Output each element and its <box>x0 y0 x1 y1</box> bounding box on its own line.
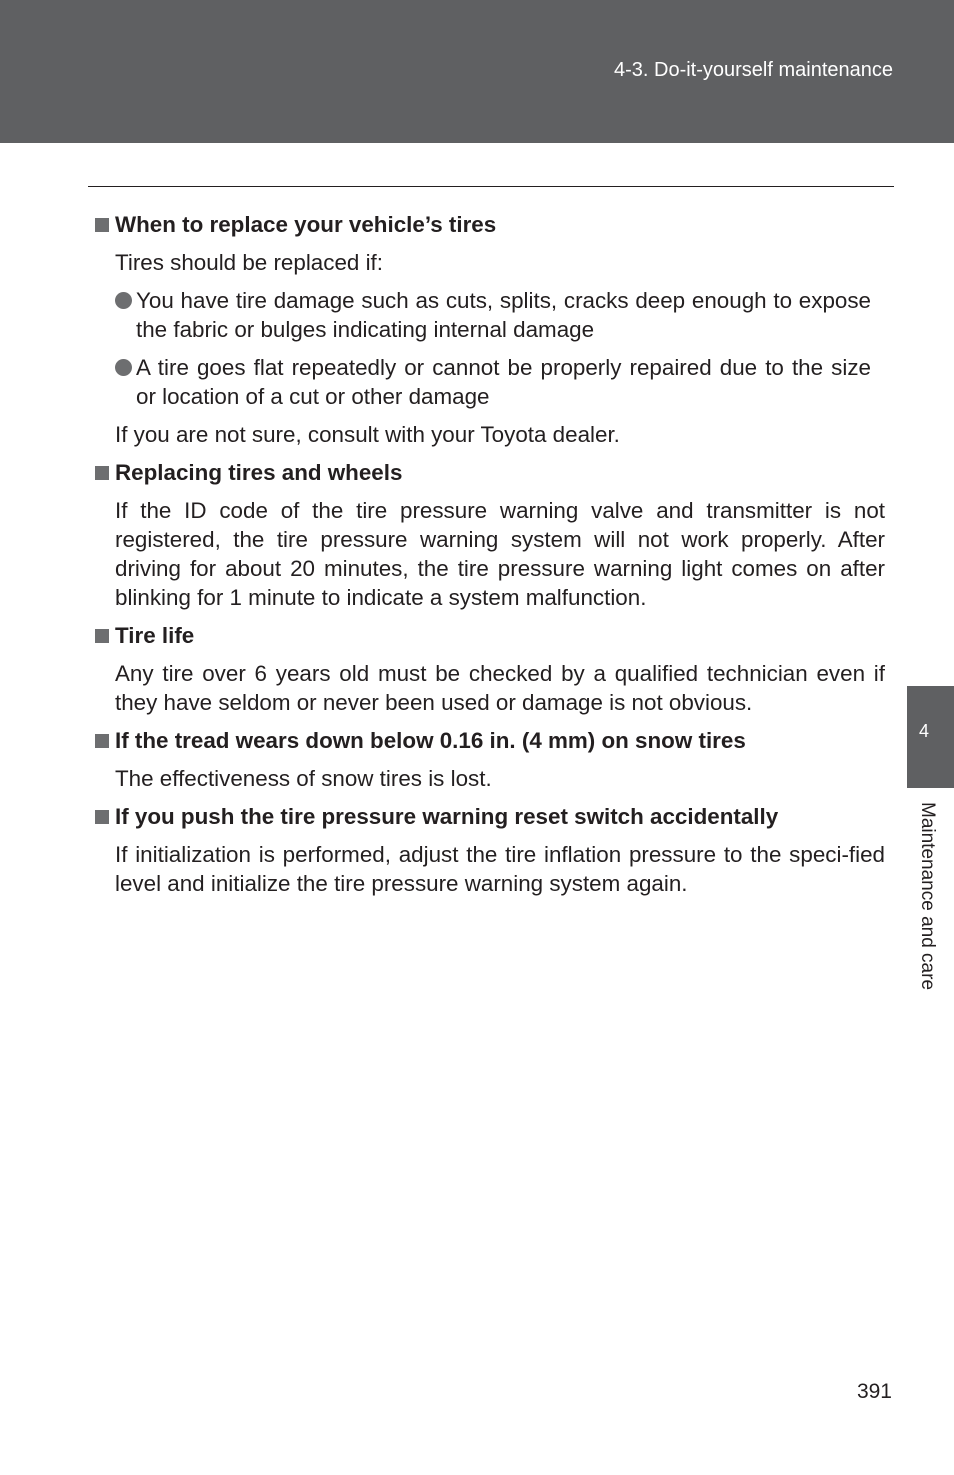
square-bullet-icon <box>95 810 109 824</box>
header-band <box>0 0 954 143</box>
square-bullet-icon <box>95 218 109 232</box>
bullet-item <box>115 353 871 411</box>
paragraph: If initialization is performed, adjust the tire inflation pressure to the speci-fied level and initialize the tire pressure warning system again. <box>115 842 885 896</box>
heading-text: Tire life <box>115 623 195 648</box>
heading-text: If you push the tire pressure warning reset switch accidentally <box>115 804 779 829</box>
section-title: 4-3. Do-it-yourself maintenance <box>613 59 893 81</box>
square-bullet-icon <box>95 734 109 748</box>
bullet-text: You have tire damage such as cuts, splits, cracks deep enough to expose the fabric or bulges indicating internal damage <box>136 288 871 342</box>
circle-bullet-icon <box>115 292 132 309</box>
paragraph: Tires should be replaced if: <box>115 250 383 275</box>
square-bullet-icon <box>95 466 109 480</box>
heading-text: When to replace your vehicle’s tires <box>115 212 497 237</box>
circle-bullet-icon <box>115 359 132 376</box>
page-content <box>95 210 885 907</box>
heading-text: If the tread wears down below 0.16 in. (4 mm) on snow tires <box>115 728 746 753</box>
section-heading-tire-life <box>95 621 885 650</box>
square-bullet-icon <box>95 629 109 643</box>
section-heading-snow-tires <box>95 726 885 755</box>
page-number: 391 <box>856 1380 892 1403</box>
paragraph: The effectiveness of snow tires is lost. <box>115 766 492 791</box>
bullet-text: A tire goes flat repeatedly or cannot be properly repaired due to the size or location of a cut or other damage <box>136 355 871 409</box>
section-heading-reset-switch <box>95 802 885 831</box>
chapter-label: Maintenance and care <box>917 802 938 991</box>
section-heading-replacing-tires-wheels <box>95 458 885 487</box>
chapter-number: 4 <box>918 721 929 741</box>
top-rule <box>88 186 894 187</box>
paragraph: If the ID code of the tire pressure warning valve and transmitter is not registered, the tire pressure warning system will not work properly. After driving for about 20 minutes, the tire pressure warning light comes on after blinking for 1 minute to indicate a system malfunction. <box>115 498 885 610</box>
heading-text: Replacing tires and wheels <box>115 460 403 485</box>
chapter-tab <box>907 686 954 788</box>
paragraph: If you are not sure, consult with your Toyota dealer. <box>115 422 620 447</box>
section-heading-replace-tires <box>95 210 885 239</box>
paragraph: Any tire over 6 years old must be checked by a qualified technician even if they have seldom or never been used or damage is not obvious. <box>115 661 885 715</box>
bullet-item <box>115 286 871 344</box>
